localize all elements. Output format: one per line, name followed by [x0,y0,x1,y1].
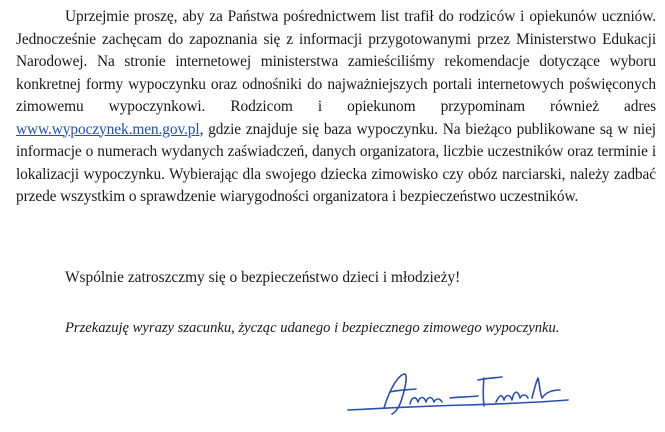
paragraph-text-end: , gdzie znajduje się baza wypoczynku. Na bieżąco publikowane są w niej informacje o numerach wydanych zaświadczeń, danych organizatora, liczbie uczestników oraz terminie i lokalizacji wypoczynku. Wybierając dla swojego dziecka zimowisko czy obóz narciarski, należy zadbać przede wszystkim o sprawdzenie wiarygodności organizatora i bezpieczeństwo uczestników. [16,120,656,205]
wypoczynek-link[interactable]: www.wypoczynek.men.gov.pl [16,120,200,138]
signature-stroke-8 [496,392,528,402]
signature-stroke-1 [348,400,568,410]
body-paragraph [16,6,656,209]
signature-stroke-3 [390,389,416,392]
signature-stroke-7 [478,377,502,380]
signature-stroke-6 [483,378,484,406]
regards-line: Przekazuję wyrazy szacunku, życząc udanego i bezpiecznego zimowego wypoczynku. [65,320,560,336]
signature-stroke-5 [450,396,478,398]
signature-stroke-4 [410,398,442,405]
handwritten-signature [346,368,576,418]
paragraph-text-start: Uprzejmie proszę, aby za Państwa pośrednictwem list trafił do rodziców i opiekunów uczniów. Jednocześnie zachęcam do zapoznania się z informacji przygotowanymi przez Ministerstwo Edukacji Narodowej. Na stronie internetowej ministerstwa zamieściliśmy rekomendacje dotyczące wyboru konkretnej formy wypoczynku oraz odnośniki do najważniejszych portali internetowych poświęconych zimowemu wypoczynkowi. Rodzicom i opiekunom przypominam również adres [16,8,656,115]
closing-line: Wspólnie zatroszczmy się o bezpieczeństwo dzieci i młodzieży! [65,269,461,286]
signature-stroke-9 [532,378,560,398]
